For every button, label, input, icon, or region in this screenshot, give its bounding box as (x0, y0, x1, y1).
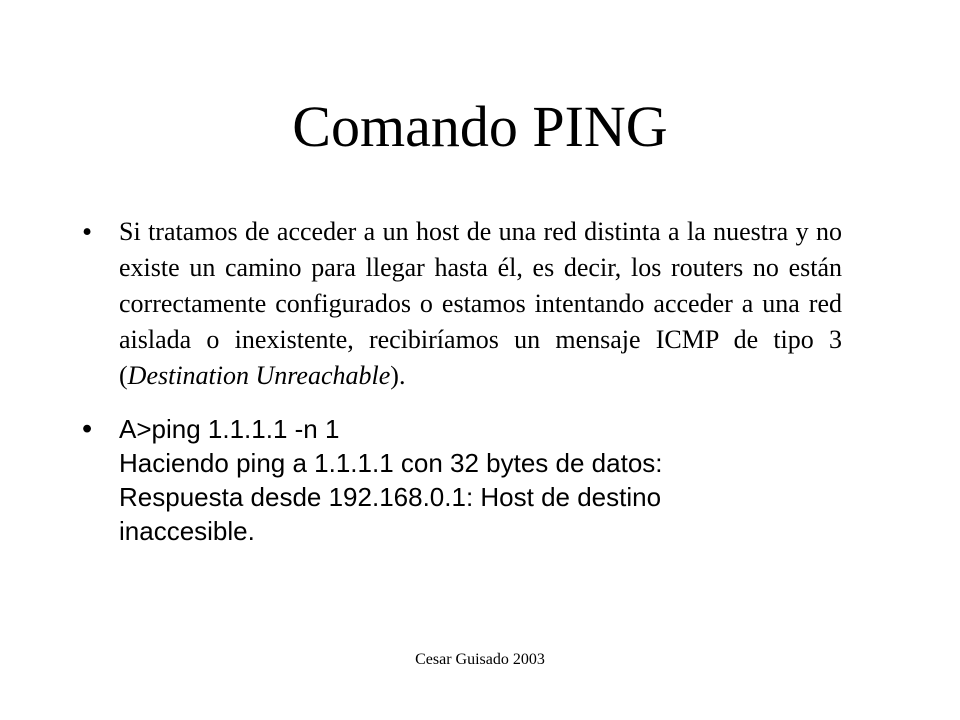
bullet-marker: • (82, 413, 93, 445)
ping-command-line: A>ping 1.1.1.1 -n 1 (119, 414, 340, 444)
slide-title: Comando PING (292, 94, 668, 159)
bullet-text-outro: ). (390, 361, 406, 390)
ping-output-line: Haciendo ping a 1.1.1.1 con 32 bytes de datos: (119, 448, 663, 478)
ping-output-line: inaccesible. (119, 516, 255, 546)
bullet-text-italic: Destination Unreachable (127, 361, 391, 390)
bullet-item-destination-unreachable (82, 214, 842, 394)
ping-output-line: Respuesta desde 192.168.0.1: Host de destino (119, 482, 662, 512)
bullet-text-intro: Si tratamos de acceder a un host de una red distinta a la nuestra y no existe un camino para llegar hasta él, es decir, los routers no están correctamente configurados o estamos intentando acceder a una red aislada o inexistente, recibiríamos un mensaje ICMP de tipo 3 ( (119, 217, 842, 390)
bullet-marker: • (82, 216, 93, 248)
bullet-item-ping-output (82, 412, 842, 548)
slide-footer: Cesar Guisado 2003 (415, 651, 545, 668)
bullet-list (82, 214, 842, 548)
